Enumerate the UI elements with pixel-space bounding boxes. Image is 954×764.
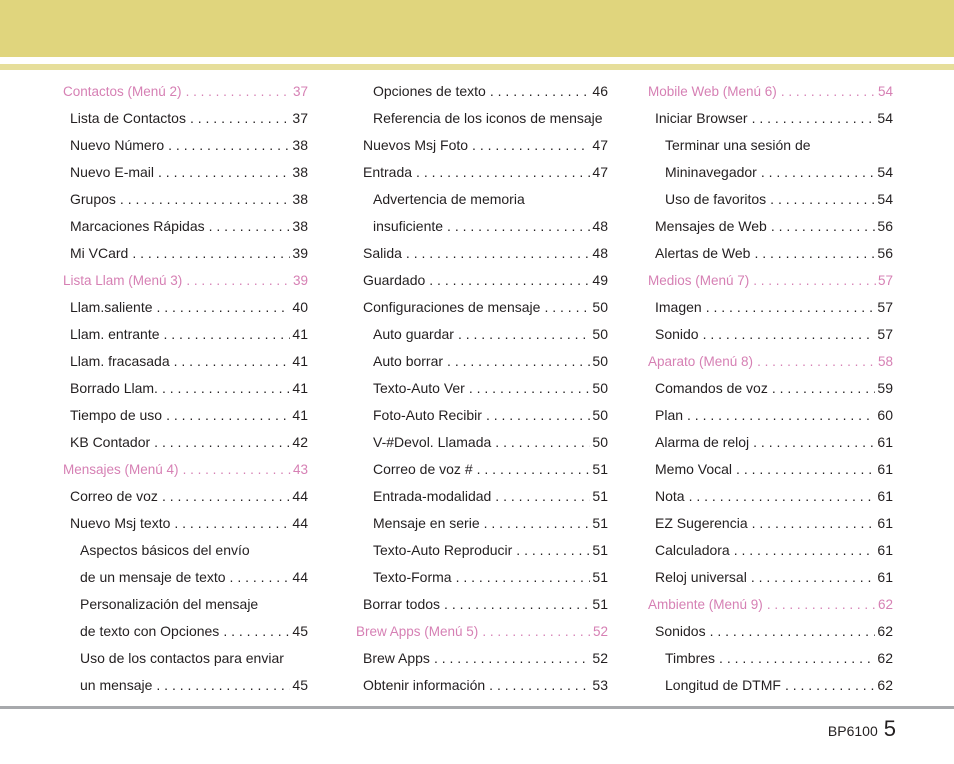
- dot-leader: [687, 402, 875, 429]
- toc-entry-label: Nuevo Msj texto: [70, 515, 171, 531]
- toc-entry: [63, 564, 308, 591]
- toc-entry-label: Borrado Llam.: [70, 380, 158, 396]
- toc-page-number: 41: [292, 353, 308, 369]
- toc-entry-label: Mi VCard: [70, 245, 129, 261]
- dot-leader: [469, 375, 591, 402]
- toc-entry-label: Advertencia de memoria: [373, 191, 525, 207]
- toc-entry: [63, 645, 308, 672]
- toc-entry-label: Llam. entrante: [70, 326, 160, 342]
- dot-leader: [734, 537, 876, 564]
- dot-leader: [416, 159, 590, 186]
- dot-leader: [754, 240, 875, 267]
- toc-entry: [356, 645, 608, 672]
- header-band: [0, 0, 954, 57]
- toc-page-number: 61: [877, 461, 893, 477]
- toc-entry-label: Calculadora: [655, 542, 730, 558]
- toc-entry: [63, 591, 308, 618]
- toc-entry: [63, 321, 308, 348]
- toc-section-heading: [63, 267, 308, 294]
- toc-page-number: 57: [877, 299, 893, 315]
- toc-section-heading: [648, 348, 893, 375]
- toc-entry-label: Brew Apps: [363, 650, 430, 666]
- dot-leader: [785, 672, 875, 699]
- toc-page-number: 61: [877, 488, 893, 504]
- toc-entry: [63, 240, 308, 267]
- toc-entry: [648, 294, 893, 321]
- toc-page-number: 47: [592, 164, 608, 180]
- toc-entry: [63, 672, 308, 699]
- toc-page-number: 60: [877, 407, 893, 423]
- toc-entry-label: Terminar una sesión de: [665, 137, 811, 153]
- dot-leader: [757, 348, 876, 375]
- toc-entry-label: Timbres: [665, 650, 716, 666]
- toc-entry: [63, 375, 308, 402]
- toc-page-number: 61: [877, 515, 893, 531]
- toc-entry: [356, 375, 608, 402]
- toc-entry-label: Auto guardar: [373, 326, 454, 342]
- dot-leader: [209, 213, 291, 240]
- toc-entry: [63, 429, 308, 456]
- dot-leader: [447, 213, 590, 240]
- toc-entry-label: Mininavegador: [665, 164, 757, 180]
- dot-leader: [753, 429, 875, 456]
- toc-page-number: 62: [877, 597, 893, 612]
- dot-leader: [751, 564, 876, 591]
- toc-entry-label: Foto-Auto Recibir: [373, 407, 482, 423]
- toc-entry-label: KB Contador: [70, 434, 151, 450]
- toc-entry-label: Salida: [363, 245, 402, 261]
- toc-page-number: 39: [292, 245, 308, 261]
- toc-entry-label: Entrada: [363, 164, 413, 180]
- toc-entry: [648, 564, 893, 591]
- toc-entry-label: Alarma de reloj: [655, 434, 750, 450]
- toc-page-number: 49: [592, 272, 608, 288]
- dot-leader: [158, 159, 290, 186]
- dot-leader: [223, 618, 290, 645]
- toc-page-number: 41: [292, 407, 308, 423]
- toc-page-number: 62: [877, 677, 893, 693]
- toc-entry: [63, 132, 308, 159]
- dot-leader: [772, 375, 876, 402]
- dot-leader: [490, 78, 591, 105]
- toc-entry-label: Correo de voz: [70, 488, 158, 504]
- dot-leader: [706, 294, 876, 321]
- dot-leader: [516, 537, 590, 564]
- toc-entry: [648, 186, 893, 213]
- toc-page-number: 62: [877, 623, 893, 639]
- toc-entry: [648, 537, 893, 564]
- toc-page-number: 52: [592, 650, 608, 666]
- toc-page-number: 48: [592, 245, 608, 261]
- toc-entry-label: Marcaciones Rápidas: [70, 218, 205, 234]
- toc-page-number: 38: [292, 137, 308, 153]
- toc-entry: [63, 213, 308, 240]
- toc-entry: [356, 348, 608, 375]
- toc-entry-label: EZ Sugerencia: [655, 515, 748, 531]
- toc-entry-label: Aparato (Menú 8): [648, 354, 754, 369]
- toc-page-number: 50: [592, 380, 608, 396]
- toc-entry-label: Entrada-modalidad: [373, 488, 492, 504]
- dot-leader: [174, 348, 291, 375]
- toc-entry-label: Nuevos Msj Foto: [363, 137, 469, 153]
- toc-entry: [356, 159, 608, 186]
- toc-entry: [63, 402, 308, 429]
- toc-page-number: 51: [592, 515, 608, 531]
- toc-page-number: 45: [292, 623, 308, 639]
- dot-leader: [429, 267, 590, 294]
- toc-column-3: [648, 78, 893, 699]
- dot-leader: [703, 321, 876, 348]
- dot-leader: [458, 321, 590, 348]
- toc-entry-label: Lista de Contactos: [70, 110, 186, 126]
- toc-entry: [356, 456, 608, 483]
- toc-entry: [648, 105, 893, 132]
- toc-entry-label: V-#Devol. Llamada: [373, 434, 492, 450]
- toc-entry: [356, 186, 608, 213]
- toc-entry-label: Lista Llam (Menú 3): [63, 273, 183, 288]
- dot-leader: [183, 456, 291, 483]
- dot-leader: [752, 510, 876, 537]
- toc-entry: [63, 483, 308, 510]
- toc-entry-label: Iniciar Browser: [655, 110, 748, 126]
- page-footer: [828, 716, 896, 742]
- toc-page-number: 56: [877, 218, 893, 234]
- page-number: 5: [883, 716, 896, 741]
- toc-page-number: 54: [877, 110, 893, 126]
- dot-leader: [710, 618, 876, 645]
- toc-entry: [648, 429, 893, 456]
- toc-entry-label: Uso de los contactos para enviar: [80, 650, 284, 666]
- dot-leader: [186, 78, 291, 105]
- dot-leader: [761, 159, 876, 186]
- toc-entry-label: Texto-Auto Reproducir: [373, 542, 513, 558]
- dot-leader: [190, 105, 290, 132]
- toc-page-number: 51: [592, 569, 608, 585]
- dot-leader: [495, 483, 590, 510]
- dot-leader: [447, 348, 590, 375]
- toc-entry-label: Tiempo de uso: [70, 407, 163, 423]
- dot-leader: [156, 672, 290, 699]
- toc-entry: [356, 321, 608, 348]
- toc-entry-label: Aspectos básicos del envío: [80, 542, 250, 558]
- toc-page-number: 53: [592, 677, 608, 693]
- toc-section-heading: [63, 78, 308, 105]
- dot-leader: [486, 402, 590, 429]
- toc-entry-label: Alertas de Web: [655, 245, 751, 261]
- toc-entry: [648, 132, 893, 159]
- toc-entry: [63, 618, 308, 645]
- toc-entry-label: Brew Apps (Menú 5): [356, 624, 479, 639]
- toc-entry-label: Obtenir información: [363, 677, 486, 693]
- toc-entry: [648, 375, 893, 402]
- toc-entry: [63, 294, 308, 321]
- toc-entry-label: Guardado: [363, 272, 426, 288]
- toc-page-number: 37: [292, 84, 308, 99]
- toc-page-number: 57: [877, 326, 893, 342]
- toc-entry-label: un mensaje: [80, 677, 153, 693]
- toc-entry: [356, 510, 608, 537]
- dot-leader: [174, 510, 290, 537]
- toc-page-number: 54: [877, 84, 893, 99]
- toc-entry: [648, 510, 893, 537]
- toc-entry-label: Personalización del mensaje: [80, 596, 259, 612]
- dot-leader: [168, 132, 290, 159]
- dot-leader: [186, 267, 291, 294]
- toc-page-number: 51: [592, 542, 608, 558]
- dot-leader: [162, 483, 290, 510]
- toc-entry-label: insuficiente: [373, 218, 444, 234]
- toc-page-number: 38: [292, 164, 308, 180]
- toc-entry: [356, 240, 608, 267]
- dot-leader: [120, 186, 291, 213]
- toc-section-heading: [356, 618, 608, 645]
- toc-page-number: 61: [877, 434, 893, 450]
- toc-entry: [648, 213, 893, 240]
- toc-entry-label: Mensajes de Web: [655, 218, 767, 234]
- dot-leader: [489, 672, 590, 699]
- toc-page-number: 50: [592, 434, 608, 450]
- dot-leader: [770, 186, 875, 213]
- dot-leader: [154, 429, 290, 456]
- toc-page-number: 39: [292, 273, 308, 288]
- toc-page-number: 50: [592, 326, 608, 342]
- dot-leader: [482, 618, 591, 645]
- toc-page-number: 59: [877, 380, 893, 396]
- toc-section-heading: [648, 267, 893, 294]
- toc-entry-label: Correo de voz #: [373, 461, 473, 477]
- model-name: BP6100: [827, 723, 878, 739]
- dot-leader: [456, 564, 591, 591]
- toc-entry: [648, 321, 893, 348]
- toc-entry: [63, 105, 308, 132]
- toc-entry-label: Configuraciones de mensaje: [363, 299, 541, 315]
- toc-page-number: 41: [292, 326, 308, 342]
- toc-entry: [63, 510, 308, 537]
- toc-entry-label: Sonido: [655, 326, 699, 342]
- dot-leader: [444, 591, 590, 618]
- dot-leader: [162, 375, 290, 402]
- toc-entry-label: Reloj universal: [655, 569, 747, 585]
- toc-entry: [356, 591, 608, 618]
- toc-entry-label: Ambiente (Menú 9): [648, 597, 763, 612]
- toc-page-number: 48: [592, 218, 608, 234]
- toc-page-number: 50: [592, 407, 608, 423]
- toc-page-number: 46: [592, 83, 608, 99]
- toc-entry: [356, 429, 608, 456]
- toc-section-heading: [648, 591, 893, 618]
- toc-page-number: 50: [592, 353, 608, 369]
- toc-entry: [356, 105, 608, 132]
- toc-page-number: 62: [877, 650, 893, 666]
- toc-page-number: 44: [292, 515, 308, 531]
- dot-leader: [157, 294, 291, 321]
- toc-entry-label: Memo Vocal: [655, 461, 733, 477]
- toc-entry-label: Mobile Web (Menú 6): [648, 84, 777, 99]
- toc-page-number: 38: [292, 218, 308, 234]
- toc-section-heading: [648, 78, 893, 105]
- toc-entry-label: Nuevo E-mail: [70, 164, 155, 180]
- toc-page-number: 47: [592, 137, 608, 153]
- dot-leader: [434, 645, 590, 672]
- toc-entry: [356, 294, 608, 321]
- toc-entry-label: Mensajes (Menú 4): [63, 462, 179, 477]
- toc-entry: [648, 483, 893, 510]
- toc-entry: [648, 402, 893, 429]
- toc-entry-label: Grupos: [70, 191, 116, 207]
- toc-page-number: 51: [592, 488, 608, 504]
- toc-entry: [648, 456, 893, 483]
- toc-page-number: 37: [292, 110, 308, 126]
- footer-rule: [0, 706, 954, 709]
- dot-leader: [484, 510, 591, 537]
- toc-entry: [63, 186, 308, 213]
- dot-leader: [767, 591, 876, 618]
- dot-leader: [230, 564, 291, 591]
- toc-column-1: [63, 78, 308, 699]
- dot-leader: [544, 294, 590, 321]
- toc-entry: [356, 564, 608, 591]
- dot-leader: [477, 456, 591, 483]
- toc-entry: [356, 78, 608, 105]
- dot-leader: [689, 483, 876, 510]
- toc-page-number: 51: [592, 596, 608, 612]
- toc-entry: [356, 213, 608, 240]
- toc-page-number: 41: [292, 380, 308, 396]
- toc-page-number: 42: [292, 434, 308, 450]
- toc-entry: [63, 159, 308, 186]
- toc-entry: [648, 618, 893, 645]
- toc-entry: [648, 240, 893, 267]
- toc-entry: [356, 132, 608, 159]
- toc-entry-label: Uso de favoritos: [665, 191, 767, 207]
- dot-leader: [753, 267, 876, 294]
- toc-entry: [356, 537, 608, 564]
- toc-entry-label: Mensaje en serie: [373, 515, 480, 531]
- toc-page-number: 57: [877, 273, 893, 288]
- toc-entry: [648, 672, 893, 699]
- dot-leader: [406, 240, 591, 267]
- toc-entry-label: Texto-Forma: [373, 569, 452, 585]
- toc-page-number: 61: [877, 569, 893, 585]
- toc-entry: [356, 267, 608, 294]
- toc-page-number: 58: [877, 354, 893, 369]
- toc-page-number: 43: [292, 462, 308, 477]
- toc-entry-label: Auto borrar: [373, 353, 444, 369]
- toc-entry: [648, 645, 893, 672]
- dot-leader: [166, 402, 290, 429]
- toc-entry-label: Contactos (Menú 2): [63, 84, 182, 99]
- toc-page-number: 52: [592, 624, 608, 639]
- dot-leader: [164, 321, 291, 348]
- toc-entry-label: Texto-Auto Ver: [373, 380, 465, 396]
- toc-entry-label: Llam. fracasada: [70, 353, 170, 369]
- toc-entry-label: Sonidos: [655, 623, 706, 639]
- toc-page-number: 51: [592, 461, 608, 477]
- toc-entry-label: Referencia de los iconos de mensaje: [373, 110, 603, 126]
- toc-page-number: 50: [592, 299, 608, 315]
- toc-entry-label: Longitud de DTMF: [665, 677, 781, 693]
- toc-section-heading: [63, 456, 308, 483]
- dot-leader: [771, 213, 876, 240]
- toc-entry-label: de texto con Opciones: [80, 623, 220, 639]
- toc-page-number: 44: [292, 488, 308, 504]
- toc-entry-label: Borrar todos: [363, 596, 441, 612]
- toc-entry: [356, 483, 608, 510]
- toc-page-number: 54: [877, 191, 893, 207]
- toc-page-number: 40: [292, 299, 308, 315]
- toc-entry: [648, 159, 893, 186]
- toc-entry-label: Nuevo Número: [70, 137, 165, 153]
- toc-entry-label: Llam.saliente: [70, 299, 153, 315]
- header-stripe: [0, 64, 954, 70]
- toc-page-number: 54: [877, 164, 893, 180]
- toc-entry-label: Nota: [655, 488, 685, 504]
- dot-leader: [781, 78, 876, 105]
- toc-entry: [63, 348, 308, 375]
- toc-entry: [356, 672, 608, 699]
- toc-page-number: 44: [292, 569, 308, 585]
- toc-entry-label: Opciones de texto: [373, 83, 486, 99]
- toc-page-number: 56: [877, 245, 893, 261]
- toc-page-number: 38: [292, 191, 308, 207]
- toc-entry-label: Medios (Menú 7): [648, 273, 750, 288]
- toc-column-2: [356, 78, 608, 699]
- dot-leader: [736, 456, 875, 483]
- toc-entry: [63, 537, 308, 564]
- dot-leader: [719, 645, 875, 672]
- toc-entry-label: Comandos de voz: [655, 380, 768, 396]
- toc-entry-label: Imagen: [655, 299, 702, 315]
- dot-leader: [132, 240, 290, 267]
- dot-leader: [472, 132, 590, 159]
- toc-page-number: 45: [292, 677, 308, 693]
- dot-leader: [495, 429, 590, 456]
- toc-page-number: 61: [877, 542, 893, 558]
- toc-entry-label: de un mensaje de texto: [80, 569, 226, 585]
- toc-entry-label: Plan: [655, 407, 684, 423]
- toc-entry: [356, 402, 608, 429]
- dot-leader: [752, 105, 876, 132]
